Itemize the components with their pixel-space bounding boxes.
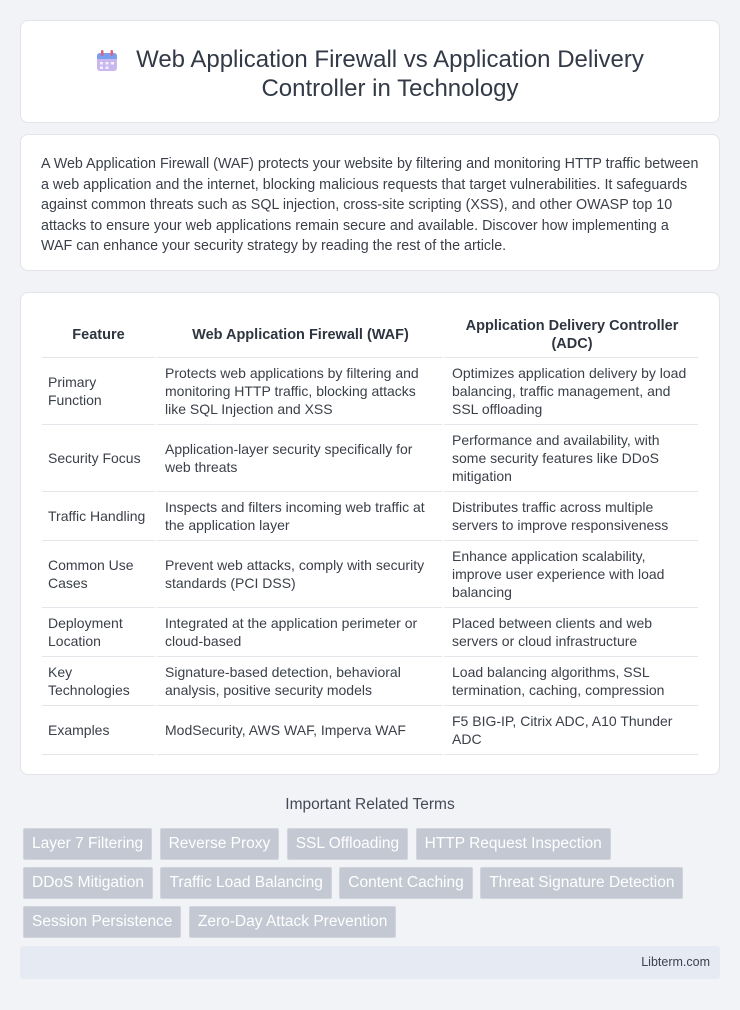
table-header-row	[42, 313, 698, 358]
table-row	[42, 358, 698, 425]
row-feature: Primary Function	[42, 358, 155, 425]
term-tag[interactable]: Layer 7 Filtering	[23, 828, 152, 860]
row-waf: ModSecurity, AWS WAF, Imperva WAF	[155, 706, 442, 755]
row-feature: Examples	[42, 706, 155, 755]
header-adc: Application Delivery Controller (ADC)	[442, 313, 698, 358]
footer-site-link[interactable]: Libterm.com	[641, 955, 710, 969]
term-tag[interactable]: Reverse Proxy	[160, 828, 280, 860]
related-terms-list	[23, 828, 713, 945]
row-feature: Traffic Handling	[42, 492, 155, 541]
comparison-table	[42, 313, 698, 755]
row-feature: Key Technologies	[42, 657, 155, 706]
header-waf: Web Application Firewall (WAF)	[155, 313, 442, 358]
intro-paragraph: A Web Application Firewall (WAF) protects your website by filtering and monitoring HTTP traffic between a web application and the internet, blocking malicious requests that target vulnerabilities. It safeguards against common threats such as SQL injection, cross-site scripting (XSS), and other OWASP top 10 attacks to ensure your web applications remain secure and available. Discover how implementing a WAF can enhance your security strategy by reading the rest of the article.	[41, 156, 699, 254]
table-row	[42, 657, 698, 706]
page-title: Web Application Firewall vs Application Delivery Controller in Technology	[136, 46, 644, 102]
term-tag[interactable]: SSL Offloading	[287, 828, 408, 860]
comparison-card	[20, 292, 720, 775]
intro-card	[20, 134, 720, 271]
row-waf: Application-layer security specifically for web threats	[155, 425, 442, 492]
row-waf: Signature-based detection, behavioral analysis, positive security models	[155, 657, 442, 706]
row-adc: Performance and availability, with some security features like DDoS mitigation	[442, 425, 698, 492]
term-tag[interactable]: Traffic Load Balancing	[160, 867, 331, 899]
row-feature: Security Focus	[42, 425, 155, 492]
related-terms-title: Important Related Terms	[285, 796, 455, 813]
term-tag[interactable]: DDoS Mitigation	[23, 867, 153, 899]
table-row	[42, 425, 698, 492]
calendar-icon	[95, 49, 119, 73]
row-adc: Distributes traffic across multiple servers to improve responsiveness	[442, 492, 698, 541]
row-feature: Deployment Location	[42, 608, 155, 657]
row-adc: Enhance application scalability, improve user experience with load balancing	[442, 541, 698, 608]
footer	[20, 946, 720, 979]
term-tag[interactable]: Threat Signature Detection	[480, 867, 683, 899]
term-tag[interactable]: Content Caching	[339, 867, 472, 899]
table-row	[42, 541, 698, 608]
row-adc: Load balancing algorithms, SSL termination, caching, compression	[442, 657, 698, 706]
row-waf: Protects web applications by filtering and monitoring HTTP traffic, blocking attacks like SQL Injection and XSS	[155, 358, 442, 425]
row-waf: Prevent web attacks, comply with security standards (PCI DSS)	[155, 541, 442, 608]
table-row	[42, 608, 698, 657]
table-row	[42, 492, 698, 541]
term-tag[interactable]: Zero-Day Attack Prevention	[189, 906, 397, 938]
term-tag[interactable]: Session Persistence	[23, 906, 181, 938]
header-feature: Feature	[42, 313, 155, 358]
table-row	[42, 706, 698, 755]
title-card	[20, 20, 720, 123]
term-tag[interactable]: HTTP Request Inspection	[416, 828, 611, 860]
row-waf: Inspects and filters incoming web traffic at the application layer	[155, 492, 442, 541]
row-feature: Common Use Cases	[42, 541, 155, 608]
row-adc: Optimizes application delivery by load balancing, traffic management, and SSL offloading	[442, 358, 698, 425]
row-waf: Integrated at the application perimeter or cloud-based	[155, 608, 442, 657]
row-adc: Placed between clients and web servers or cloud infrastructure	[442, 608, 698, 657]
row-adc: F5 BIG-IP, Citrix ADC, A10 Thunder ADC	[442, 706, 698, 755]
